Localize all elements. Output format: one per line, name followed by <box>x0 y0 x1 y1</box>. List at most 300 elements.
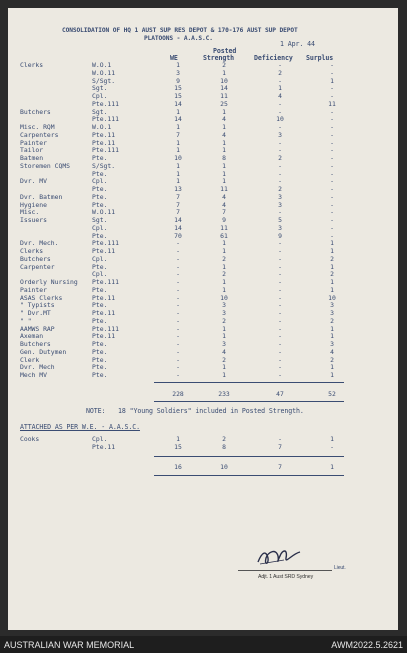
row-we: - <box>176 324 180 333</box>
row-name: Butchers <box>20 254 51 263</box>
row-we: - <box>176 262 180 271</box>
row-surplus: 1 <box>330 332 334 341</box>
row-name: Orderly Nursing <box>20 278 78 286</box>
row-surplus: 1 <box>330 371 334 379</box>
row-deficiency: 3 <box>278 200 282 209</box>
row-posted: 1 <box>222 285 226 294</box>
row-surplus: - <box>330 161 334 170</box>
row-surplus: 11 <box>328 99 336 108</box>
row-deficiency: - <box>278 435 282 443</box>
row-deficiency: - <box>278 61 282 69</box>
table-row <box>8 217 398 224</box>
row-posted: 2 <box>222 254 226 263</box>
table-row <box>8 155 398 162</box>
table-row <box>8 295 398 302</box>
row-name: Painter <box>20 285 47 294</box>
attached-total-posted: 10 <box>220 463 228 471</box>
row-we: 14 <box>174 99 182 108</box>
row-surplus: - <box>330 84 334 93</box>
row-posted: 1 <box>222 371 226 379</box>
row-posted: 1 <box>222 262 226 271</box>
row-deficiency: 3 <box>278 223 282 232</box>
table-row <box>8 132 398 139</box>
totals-rule-top <box>154 382 344 383</box>
row-name: Clerk <box>20 355 40 364</box>
row-deficiency: - <box>278 169 282 178</box>
table-row <box>8 233 398 240</box>
row-rank: Sgt. <box>92 107 108 116</box>
row-surplus: 1 <box>330 247 334 255</box>
row-we: 3 <box>176 68 180 77</box>
row-we: - <box>176 371 180 379</box>
row-deficiency: 5 <box>278 216 282 224</box>
attached-total-surplus: 1 <box>330 463 334 471</box>
row-rank: Pte.11 <box>92 332 116 341</box>
row-name: Cooks <box>20 435 40 443</box>
row-rank: Pte. <box>92 340 108 348</box>
table-row <box>8 256 398 263</box>
row-posted: 1 <box>222 107 226 116</box>
row-rank: Cpl. <box>92 254 108 263</box>
row-posted: 2 <box>222 355 226 364</box>
row-deficiency: - <box>278 309 282 317</box>
table-row <box>8 333 398 340</box>
row-deficiency: - <box>278 270 282 279</box>
row-name: Batmen <box>20 154 44 162</box>
row-surplus: 3 <box>330 340 334 348</box>
row-deficiency: - <box>278 138 282 147</box>
row-posted: 1 <box>222 123 226 131</box>
row-posted: 1 <box>222 363 226 372</box>
row-deficiency: - <box>278 324 282 333</box>
header-deficiency: Deficiency <box>254 54 293 62</box>
row-name: ASAS Clerks <box>20 293 63 302</box>
row-we: 10 <box>174 154 182 162</box>
totals-row <box>8 391 398 398</box>
row-deficiency: - <box>278 107 282 116</box>
table-row <box>8 364 398 371</box>
row-posted: 3 <box>222 309 226 317</box>
row-posted: 11 <box>220 92 228 100</box>
row-name: Clerks <box>20 247 44 255</box>
row-deficiency: - <box>278 146 282 155</box>
row-posted: 1 <box>222 169 226 178</box>
row-we: - <box>176 254 180 263</box>
row-posted: 8 <box>222 154 226 162</box>
row-posted: 9 <box>222 216 226 224</box>
row-surplus: 1 <box>330 262 334 271</box>
row-deficiency: - <box>278 161 282 170</box>
table-row <box>8 194 398 201</box>
signature-caption: Adjt. 1 Aust SRD Sydney <box>258 574 314 580</box>
row-surplus: 1 <box>330 239 334 248</box>
row-rank: W.O.1 <box>92 123 112 131</box>
row-rank: Cpl. <box>92 435 108 443</box>
row-rank: Pte.111 <box>92 278 119 286</box>
row-deficiency: - <box>278 355 282 364</box>
row-rank: Pte. <box>92 169 108 178</box>
table-row <box>8 140 398 147</box>
row-surplus: 4 <box>330 347 334 356</box>
row-rank: Sgt. <box>92 216 108 224</box>
row-surplus: 10 <box>328 293 336 302</box>
row-we: 9 <box>176 76 180 85</box>
table-row <box>8 62 398 69</box>
row-rank: Cpl. <box>92 177 108 186</box>
row-posted: 1 <box>222 68 226 77</box>
table-row <box>8 318 398 325</box>
row-name: Dvr. MV <box>20 177 47 186</box>
row-surplus: 2 <box>330 316 334 325</box>
row-surplus: - <box>330 68 334 77</box>
row-deficiency: 2 <box>278 154 282 162</box>
row-rank: Pte. <box>92 316 108 325</box>
table-row <box>8 186 398 193</box>
table-row <box>8 436 398 443</box>
row-rank: S/Sgt. <box>92 76 116 85</box>
row-posted: 1 <box>222 247 226 255</box>
row-rank: Pte. <box>92 262 108 271</box>
row-posted: 61 <box>220 231 228 240</box>
row-rank: Pte. <box>92 192 108 201</box>
row-rank: Pte.111 <box>92 115 119 124</box>
row-we: - <box>176 309 180 317</box>
note-label: NOTE: <box>86 407 106 415</box>
total-posted: 233 <box>218 390 230 398</box>
row-surplus: - <box>330 115 334 124</box>
row-deficiency: - <box>278 254 282 263</box>
signature-line <box>238 570 332 571</box>
row-rank: Pte. <box>92 371 108 379</box>
row-deficiency: - <box>278 316 282 325</box>
row-rank: Pte.11 <box>92 247 116 255</box>
table-row <box>8 302 398 309</box>
row-deficiency: - <box>278 262 282 271</box>
row-we: 1 <box>176 177 180 186</box>
row-name: Gen. Dutymen <box>20 347 67 356</box>
table-row <box>8 372 398 379</box>
row-we: - <box>176 278 180 286</box>
row-name: Painter <box>20 138 47 147</box>
row-rank: Pte.11 <box>92 293 116 302</box>
table-row <box>8 341 398 348</box>
row-posted: 1 <box>222 278 226 286</box>
row-we: 1 <box>176 107 180 116</box>
table-row <box>8 326 398 333</box>
row-posted: 10 <box>220 76 228 85</box>
table-row <box>8 349 398 356</box>
row-name: Issuers <box>20 216 47 224</box>
attached-total-deficiency: 7 <box>278 463 282 471</box>
row-posted: 1 <box>222 138 226 147</box>
row-name: Misc. <box>20 208 40 217</box>
row-posted: 1 <box>222 161 226 170</box>
table-row <box>8 287 398 294</box>
row-posted: 11 <box>220 185 228 193</box>
table-row <box>8 225 398 232</box>
row-rank: Pte. <box>92 154 108 162</box>
row-deficiency: 9 <box>278 231 282 240</box>
table-row <box>8 202 398 209</box>
row-rank: Cpl. <box>92 270 108 279</box>
row-surplus: - <box>330 130 334 139</box>
row-we: 7 <box>176 200 180 209</box>
row-we: 1 <box>176 146 180 155</box>
footer-source: AUSTRALIAN WAR MEMORIAL <box>4 640 135 650</box>
row-deficiency: - <box>278 340 282 348</box>
table-row <box>8 264 398 271</box>
row-deficiency: - <box>278 278 282 286</box>
row-surplus: - <box>330 192 334 201</box>
row-surplus: - <box>330 208 334 217</box>
row-rank: Cpl. <box>92 92 108 100</box>
row-name: Hygiene <box>20 200 47 209</box>
table-row <box>8 240 398 247</box>
row-surplus: - <box>330 123 334 131</box>
row-deficiency: - <box>278 239 282 248</box>
header-we: WE <box>170 54 178 62</box>
row-we: 15 <box>174 92 182 100</box>
table-row <box>8 147 398 154</box>
total-surplus: 52 <box>328 390 336 398</box>
row-posted: 4 <box>222 347 226 356</box>
row-posted: 3 <box>222 301 226 310</box>
row-surplus: 1 <box>330 363 334 372</box>
row-posted: 1 <box>222 332 226 341</box>
row-name: Dvr. Mech <box>20 363 55 372</box>
row-surplus: - <box>330 216 334 224</box>
row-surplus: 1 <box>330 278 334 286</box>
row-surplus: - <box>330 92 334 100</box>
row-rank: Pte.111 <box>92 324 119 333</box>
row-posted: 10 <box>220 293 228 302</box>
row-we: - <box>176 316 180 325</box>
row-rank: Pte. <box>92 185 108 193</box>
row-we: 1 <box>176 123 180 131</box>
row-deficiency: 3 <box>278 192 282 201</box>
attached-rule-bottom <box>154 475 344 476</box>
row-rank: Pte.11 <box>92 309 116 317</box>
document-page <box>8 8 398 630</box>
row-posted: 2 <box>222 270 226 279</box>
table-row <box>8 209 398 216</box>
row-name: " Typists <box>20 301 55 310</box>
row-surplus: - <box>330 146 334 155</box>
table-row <box>8 109 398 116</box>
row-surplus: - <box>330 107 334 116</box>
row-rank: Pte. <box>92 301 108 310</box>
table-row <box>8 93 398 100</box>
row-posted: 14 <box>220 84 228 93</box>
row-name: Clerks <box>20 61 44 69</box>
row-surplus: 1 <box>330 435 334 443</box>
row-rank: Pte.11 <box>92 138 116 147</box>
row-we: 7 <box>176 192 180 201</box>
row-posted: 4 <box>222 200 226 209</box>
row-posted: 2 <box>222 61 226 69</box>
row-we: 15 <box>174 84 182 93</box>
table-row <box>8 78 398 85</box>
row-posted: 1 <box>222 177 226 186</box>
row-we: 15 <box>174 443 182 451</box>
row-deficiency: - <box>278 247 282 255</box>
row-we: 7 <box>176 208 180 217</box>
table-row <box>8 444 398 451</box>
table-row <box>8 85 398 92</box>
row-posted: 4 <box>222 130 226 139</box>
row-we: 1 <box>176 169 180 178</box>
row-surplus: 1 <box>330 285 334 294</box>
row-deficiency: - <box>278 123 282 131</box>
table-row <box>8 171 398 178</box>
document-title-line2: PLATOONS - A.A.S.C. <box>144 35 213 42</box>
row-we: - <box>176 340 180 348</box>
row-rank: Pte. <box>92 285 108 294</box>
row-name: Mech MV <box>20 371 47 379</box>
footer-accession: AWM2022.5.2621 <box>331 640 403 650</box>
row-posted: 7 <box>222 208 226 217</box>
row-surplus: - <box>330 154 334 162</box>
row-deficiency: - <box>278 347 282 356</box>
row-we: - <box>176 270 180 279</box>
row-name: Carpenter <box>20 262 55 271</box>
row-deficiency: 4 <box>278 92 282 100</box>
row-we: - <box>176 355 180 364</box>
row-rank: Pte. <box>92 200 108 209</box>
row-surplus: - <box>330 443 334 451</box>
row-surplus: 3 <box>330 301 334 310</box>
attached-total-we: 16 <box>174 463 182 471</box>
row-we: 1 <box>176 161 180 170</box>
row-rank: Pte.111 <box>92 99 119 108</box>
row-rank: Pte.11 <box>92 443 116 451</box>
row-posted: 1 <box>222 324 226 333</box>
row-name: Tailor <box>20 146 44 155</box>
row-rank: W.O.1 <box>92 61 112 69</box>
row-name: Butchers <box>20 340 51 348</box>
table-row <box>8 101 398 108</box>
attached-rule-top <box>154 456 344 457</box>
row-posted: 1 <box>222 146 226 155</box>
row-rank: Sgt. <box>92 84 108 93</box>
row-posted: 4 <box>222 115 226 124</box>
row-deficiency: 2 <box>278 185 282 193</box>
row-deficiency: 10 <box>276 115 284 124</box>
row-deficiency: - <box>278 208 282 217</box>
row-deficiency: 7 <box>278 443 282 451</box>
row-name: Axeman <box>20 332 44 341</box>
row-name: Dvr. Mech. <box>20 239 59 248</box>
table-row <box>8 163 398 170</box>
row-surplus: - <box>330 185 334 193</box>
row-deficiency: - <box>278 371 282 379</box>
row-surplus: 1 <box>330 76 334 85</box>
row-we: 1 <box>176 435 180 443</box>
header-posted: Posted <box>213 47 237 55</box>
row-rank: Pte. <box>92 231 108 240</box>
totals-rule-bottom <box>154 401 344 402</box>
row-rank: Pte. <box>92 363 108 372</box>
header-strength: Strength <box>203 54 234 62</box>
archive-footer <box>0 636 407 653</box>
total-deficiency: 47 <box>276 390 284 398</box>
table-row <box>8 70 398 77</box>
table-row <box>8 279 398 286</box>
row-deficiency: 2 <box>278 68 282 77</box>
row-deficiency: 1 <box>278 84 282 93</box>
row-rank: Pte. <box>92 355 108 364</box>
document-title-line1: CONSOLIDATION OF HQ 1 AUST SUP RES DEPOT & 170-176 AUST SUP DEPOT <box>62 27 298 34</box>
row-surplus: 3 <box>330 309 334 317</box>
table-row <box>8 178 398 185</box>
row-deficiency: - <box>278 301 282 310</box>
row-we: - <box>176 332 180 341</box>
row-name: Misc. RQM <box>20 123 55 131</box>
row-rank: Pte. <box>92 347 108 356</box>
row-we: - <box>176 293 180 302</box>
table-row <box>8 310 398 317</box>
row-rank: S/Sgt. <box>92 161 116 170</box>
row-we: - <box>176 247 180 255</box>
row-surplus: 2 <box>330 355 334 364</box>
row-rank: W.O.11 <box>92 208 116 217</box>
row-we: - <box>176 239 180 248</box>
row-name: Dvr. Batmen <box>20 192 63 201</box>
row-rank: Cpl. <box>92 223 108 232</box>
row-deficiency: - <box>278 285 282 294</box>
row-posted: 8 <box>222 443 226 451</box>
row-rank: Pte.111 <box>92 146 119 155</box>
row-surplus: - <box>330 223 334 232</box>
row-we: - <box>176 301 180 310</box>
row-surplus: - <box>330 177 334 186</box>
table-row <box>8 124 398 131</box>
row-posted: 3 <box>222 340 226 348</box>
row-deficiency: - <box>278 177 282 186</box>
row-we: 1 <box>176 61 180 69</box>
row-we: - <box>176 347 180 356</box>
row-posted: 4 <box>222 192 226 201</box>
row-deficiency: 3 <box>278 130 282 139</box>
row-name: " " <box>20 316 32 325</box>
row-name: AAMWS RAP <box>20 324 55 333</box>
attached-heading: ATTACHED AS PER W.E. - A.A.S.C. <box>20 423 140 431</box>
row-posted: 2 <box>222 435 226 443</box>
table-row <box>8 357 398 364</box>
table-row <box>8 116 398 123</box>
note-text: 18 "Young Soldiers" included in Posted Strength. <box>118 407 304 415</box>
row-we: 14 <box>174 216 182 224</box>
row-name: Butchers <box>20 107 51 116</box>
row-we: 13 <box>174 185 182 193</box>
row-deficiency: - <box>278 332 282 341</box>
row-surplus: - <box>330 200 334 209</box>
row-posted: 2 <box>222 316 226 325</box>
row-rank: W.O.11 <box>92 68 116 77</box>
row-we: - <box>176 285 180 294</box>
row-posted: 11 <box>220 223 228 232</box>
signature-rank: Lieut. <box>334 565 346 571</box>
row-we: 70 <box>174 231 182 240</box>
row-surplus: 1 <box>330 324 334 333</box>
row-rank: Pte.111 <box>92 239 119 248</box>
row-deficiency: - <box>278 99 282 108</box>
attached-totals-row <box>8 464 398 471</box>
row-rank: Pte.11 <box>92 130 116 139</box>
row-surplus: 2 <box>330 254 334 263</box>
row-surplus: 2 <box>330 270 334 279</box>
row-we: - <box>176 363 180 372</box>
